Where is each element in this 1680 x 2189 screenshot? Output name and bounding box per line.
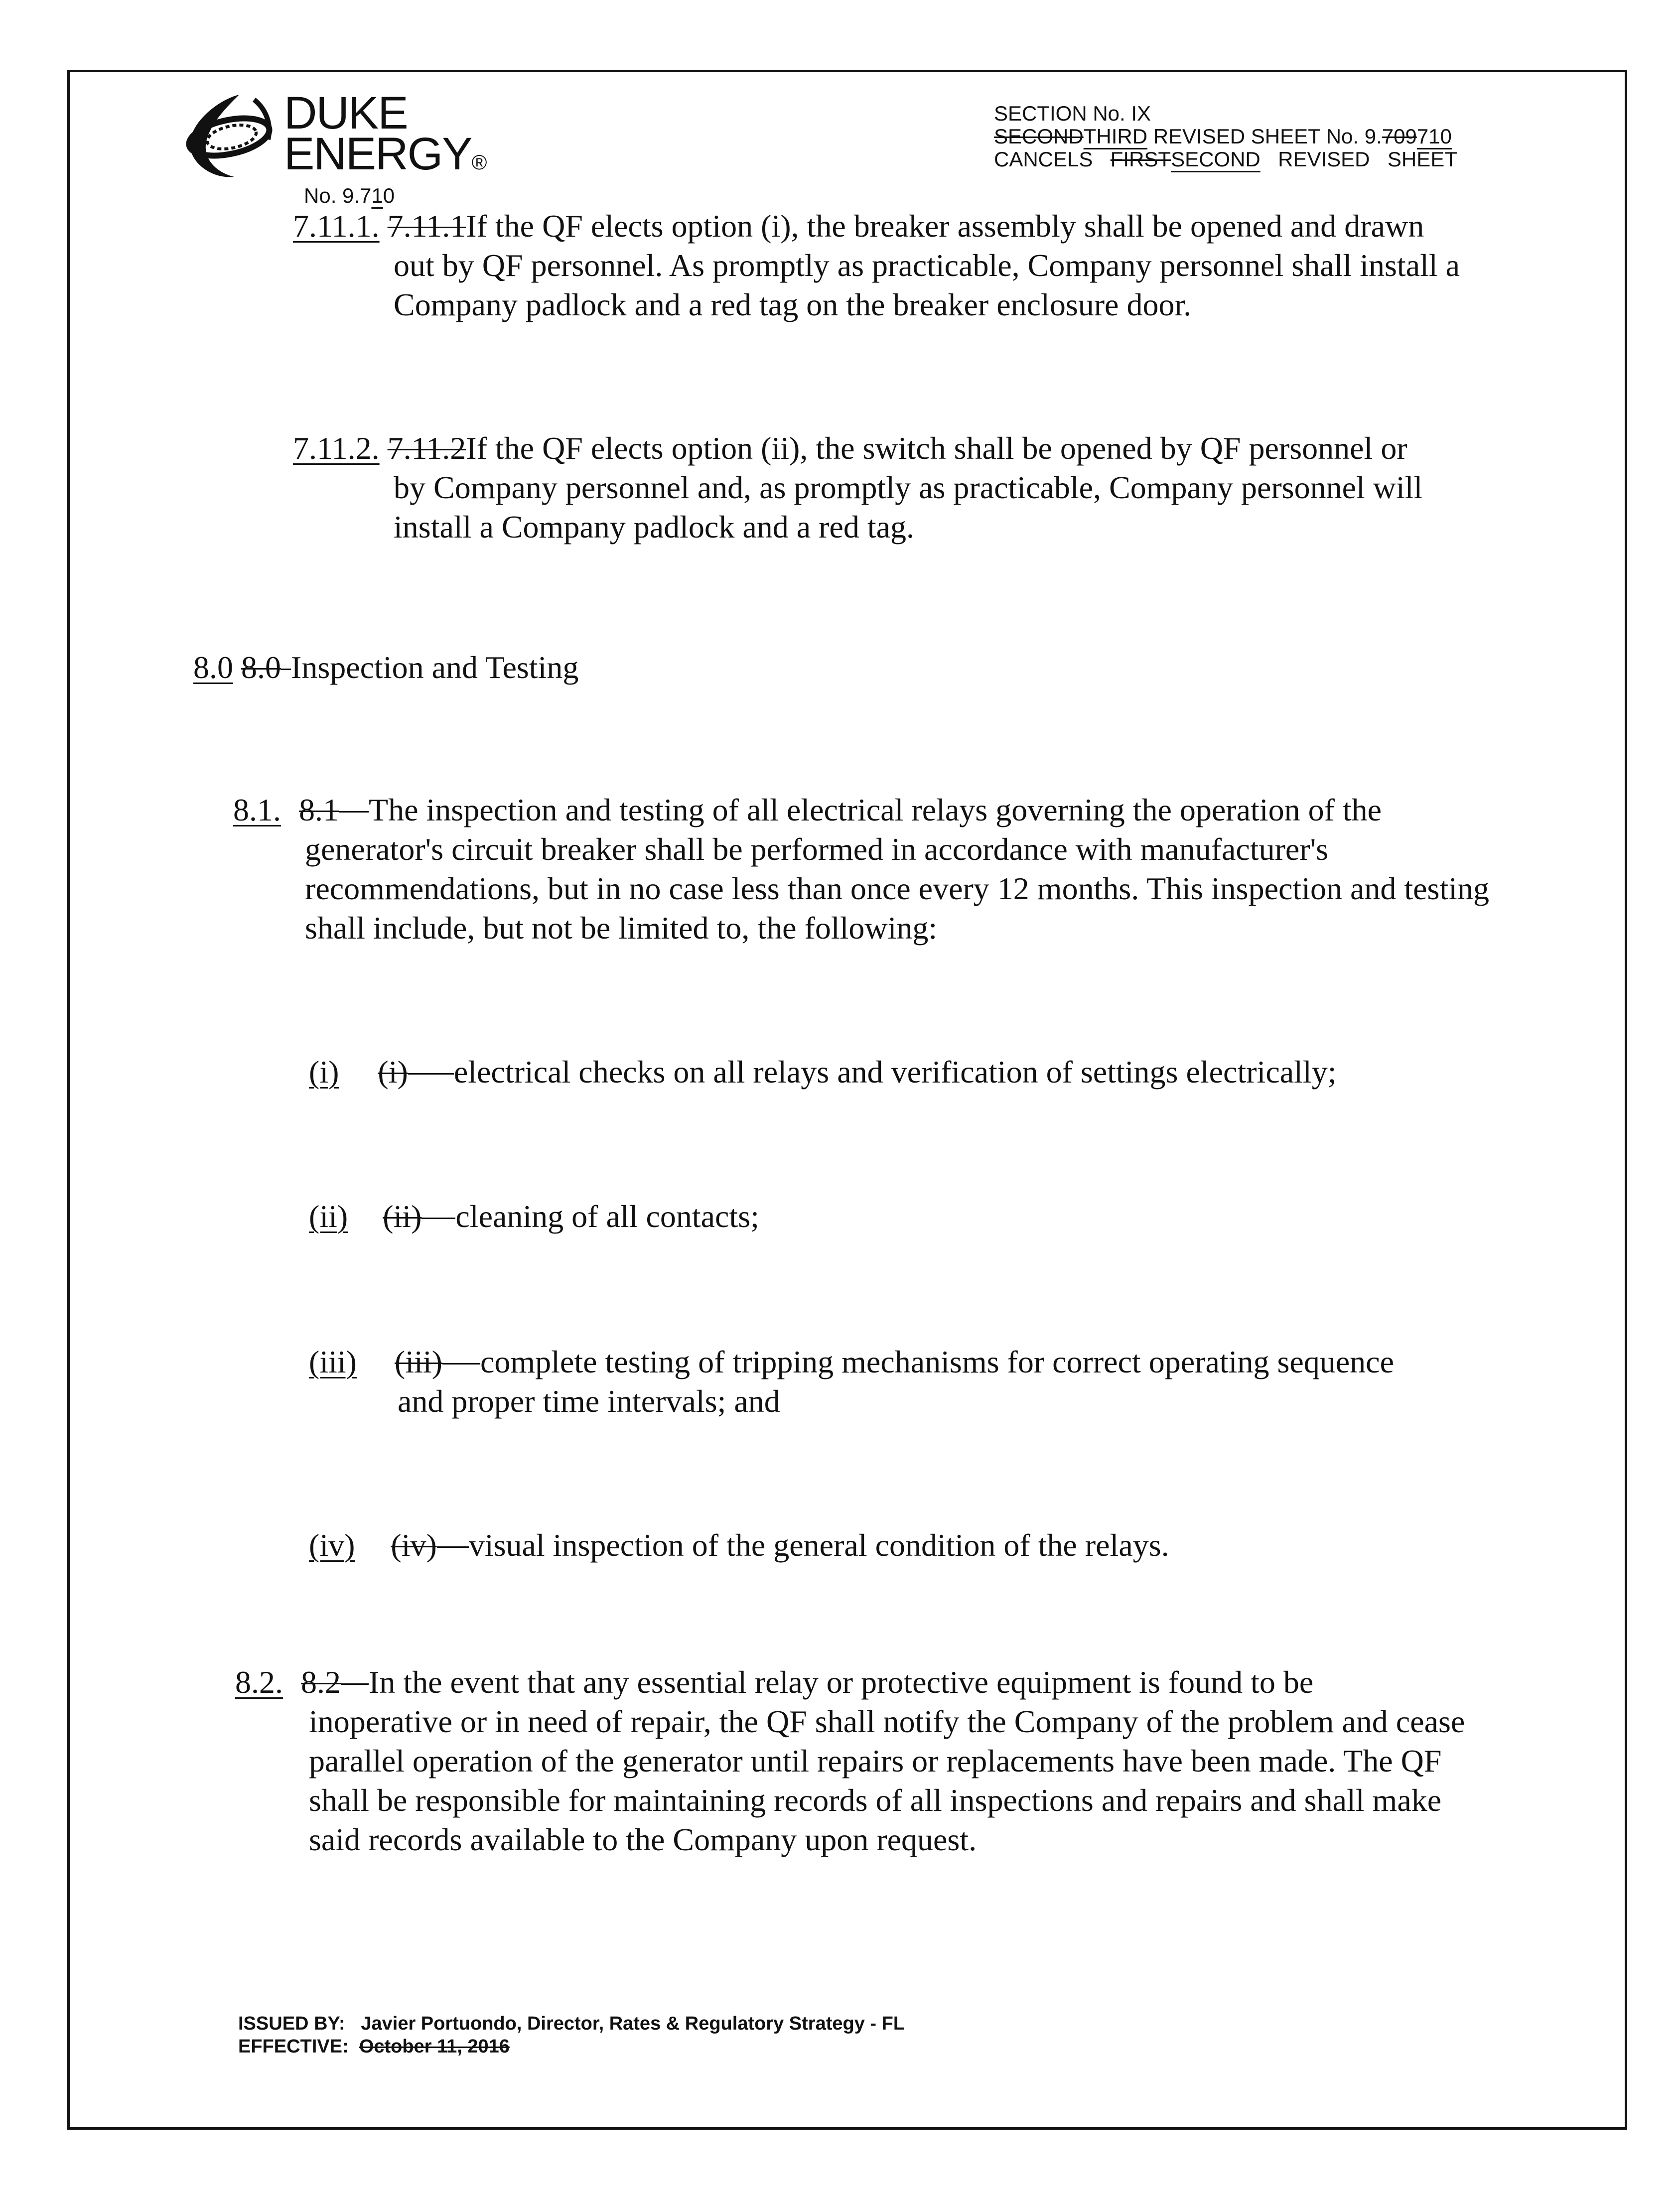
clause-7-11-1-line1: If the QF elects option (i), the breaker assembly shall be opened and drawn <box>466 208 1424 244</box>
revision-inserted: THIRD <box>1083 125 1148 148</box>
cancels-deleted: FIRST <box>1110 147 1171 171</box>
registered-mark: ® <box>471 150 486 174</box>
revised-sheet-line <box>994 125 1452 147</box>
item-text: visual inspection of the general condition of the relays. <box>468 1527 1169 1563</box>
item-number-deleted: (i) <box>378 1054 408 1090</box>
effective-line <box>238 2036 510 2057</box>
revision-deleted: SECOND <box>994 125 1084 148</box>
clause-7-11-2-line1: If the QF elects option (ii), the switch shall be opened by QF personnel or <box>466 430 1407 466</box>
item-number-deleted: (iii) <box>394 1344 442 1379</box>
sheet-inserted: 710 <box>1416 125 1452 148</box>
logo-text-duke: DUKE <box>284 88 408 138</box>
clause-8-1-line1: The inspection and testing of all electrical relays governing the operation of the <box>369 792 1382 827</box>
section-8-0-number-inserted: 8.0 <box>193 650 233 685</box>
logo-text-energy-word: ENERGY <box>284 129 472 179</box>
strike-dash <box>341 1683 369 1685</box>
list-item-ii <box>309 1197 759 1236</box>
sheet-number-label <box>304 184 395 207</box>
item-number-deleted: (ii) <box>383 1199 422 1234</box>
list-item-i <box>309 1052 1336 1092</box>
clause-8-1-body: generator's circuit breaker shall be performed in accordance with manufacturer's recommendations, but in no case less than once every 12 months. This inspection and testing shall include, but not be limited to, the following: <box>305 831 1489 946</box>
strike-dash <box>281 669 291 670</box>
clause-7-11-1-number-deleted: 7.11.1 <box>387 208 466 244</box>
item-number-deleted: (iv) <box>391 1527 437 1563</box>
item-number-inserted: (iv) <box>309 1527 355 1563</box>
section-8-0-number-deleted: 8.0 <box>241 650 281 685</box>
section-8-0-heading <box>193 648 578 687</box>
effective-date-deleted: October 11, 2016 <box>359 2036 510 2057</box>
issued-by-line <box>238 2013 905 2035</box>
sheet-deleted: 709 <box>1382 125 1417 148</box>
cancels-line <box>994 148 1457 170</box>
clause-8-2-number-deleted: 8.2 <box>301 1664 341 1700</box>
item-text: complete testing of tripping mechanisms for correct operating sequence <box>480 1344 1394 1379</box>
cancels-label: CANCELS <box>994 147 1093 171</box>
sheet-no-prefix: No. 9.7 <box>304 184 372 207</box>
clause-7-11-2-first-line <box>293 428 1407 468</box>
clause-8-2-number-inserted: 8.2. <box>235 1664 283 1700</box>
clause-8-1-number-inserted: 8.1. <box>233 792 281 827</box>
cancels-inserted: SECOND <box>1171 147 1260 171</box>
strike-dash <box>437 1546 469 1548</box>
clause-8-2-body: inoperative or in need of repair, the QF shall notify the Company of the problem and cease parallel operation of the generator until repairs or replacements have been made. The QF shall be responsible for maintaining records of all inspections and repairs and shall make said records available to the Company upon request. <box>309 1704 1465 1857</box>
item-number-inserted: (iii) <box>309 1344 357 1379</box>
clause-7-11-1-number-inserted: 7.11.1. <box>293 208 380 244</box>
item-text: cleaning of all contacts; <box>455 1199 759 1234</box>
strike-dash <box>339 811 369 813</box>
section-8-0-title: Inspection and Testing <box>291 650 579 685</box>
clause-7-11-1-body: out by QF personnel. As promptly as practicable, Company personnel shall install a Company padlock and a red tag on the breaker enclosure door. <box>394 248 1460 322</box>
clause-8-2-first-line <box>235 1662 1313 1702</box>
item-number-inserted: (i) <box>309 1054 339 1090</box>
issued-by-label: ISSUED BY: <box>238 2013 345 2034</box>
cancels-suffix: REVISED SHEET <box>1278 147 1457 171</box>
effective-label: EFFECTIVE: <box>238 2036 349 2057</box>
logo-text-energy <box>284 129 486 184</box>
list-item-iv <box>309 1525 1169 1565</box>
revised-sheet-label: REVISED SHEET No. 9. <box>1153 125 1382 148</box>
strike-dash <box>421 1218 455 1219</box>
section-label: SECTION No. IX <box>994 102 1151 125</box>
clause-7-11-2-number-deleted: 7.11.2 <box>387 430 466 466</box>
duke-energy-logo-icon <box>179 90 279 184</box>
clause-8-1-number-deleted: 8.1 <box>299 792 339 827</box>
strike-dash <box>408 1073 454 1075</box>
clause-8-1-first-line <box>233 790 1382 829</box>
list-item-iii-continued: and proper time intervals; and <box>398 1383 780 1419</box>
clause-7-11-1-first-line <box>293 206 1424 246</box>
clause-7-11-2-number-inserted: 7.11.2. <box>293 430 380 466</box>
issued-by-value: Javier Portuondo, Director, Rates & Regulatory Strategy - FL <box>361 2013 905 2034</box>
clause-8-2-line1: In the event that any essential relay or protective equipment is found to be <box>369 1664 1314 1700</box>
item-text: electrical checks on all relays and verification of settings electrically; <box>453 1054 1337 1090</box>
list-item-iii <box>309 1342 1394 1381</box>
sheet-no-inserted: 1 <box>371 184 383 207</box>
sheet-no-suffix: 0 <box>383 184 395 207</box>
clause-7-11-2-body: by Company personnel and, as promptly as practicable, Company personnel will install a Company padlock and a red tag. <box>394 470 1423 545</box>
item-number-inserted: (ii) <box>309 1199 348 1234</box>
strike-dash <box>442 1363 480 1365</box>
